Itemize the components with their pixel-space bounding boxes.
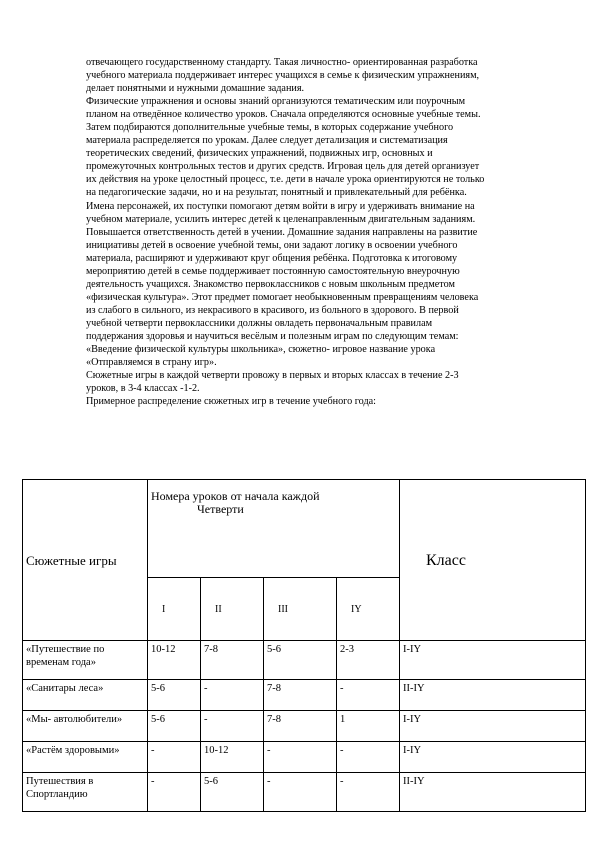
table-row	[23, 641, 586, 680]
table-row	[23, 711, 586, 742]
table-row	[23, 742, 586, 773]
story-games-table	[22, 479, 586, 812]
text-line: делает понятными и нужными домашние задания.	[86, 83, 305, 95]
quarter-1-lessons: 5-6	[148, 680, 201, 711]
class-range: II-IY	[400, 773, 586, 812]
text-line: Имена персонажей, их поступки помогают детям войти в игру и удерживать внимание на	[86, 200, 475, 212]
text-line: учебного материала поддерживает интерес учащихся в семье к физическим упражнениям,	[86, 70, 480, 82]
text-line: Затем подбираются дополнительные учебные темы, в которых содержание учебного	[86, 122, 454, 134]
quarter-2-lessons: 7-8	[201, 641, 264, 680]
quarter-2-lessons: -	[201, 711, 264, 742]
header-lesson-numbers	[148, 480, 400, 578]
text-line: деятельность учащихся. Знакомство первоклассников с новым школьным предметом	[86, 278, 455, 290]
text-line: Повышается ответственность детей в учении. Домашние задания направлены на развитие	[86, 226, 478, 238]
text-line: отвечающего государственному стандарту. Такая личностно- ориентированная разработка	[86, 57, 478, 68]
quarter-2-lessons: 10-12	[201, 742, 264, 773]
quarter-4-lessons: -	[337, 773, 400, 812]
header-lesson-numbers-line2: Четверти	[197, 502, 244, 516]
quarter-1-lessons: -	[148, 742, 201, 773]
text-line: теоретических сведений, физических упражнений, подвижных игр, основных и	[86, 148, 433, 160]
text-line: поддержания здоровья и научиться весёлым и полезным играм по следующим темам:	[86, 330, 459, 342]
quarter-3-lessons: 5-6	[264, 641, 337, 680]
text-line: на педагогические задачи, но и на результат, понятный и привлекательный для ребёнка.	[86, 187, 467, 199]
quarter-3-lessons: -	[264, 773, 337, 812]
body-text	[86, 56, 556, 408]
game-name: «Санитары леса»	[23, 680, 148, 711]
quarter-4-lessons: -	[337, 742, 400, 773]
class-range: I-IY	[400, 742, 586, 773]
text-line: материала распределяется по урокам. Далее следует детализация и систематизация	[86, 135, 448, 147]
game-name: Путешествия в Спортландию	[23, 773, 148, 812]
text-line: материала, расширяют и удерживают круг общения ребёнка. Подготовка к итоговому	[86, 252, 458, 264]
class-range: I-IY	[400, 711, 586, 742]
quarter-3-lessons: 7-8	[264, 711, 337, 742]
text-line: инициативы детей в освоение учебной темы, они задают логику в освоении учебного	[86, 239, 458, 251]
quarter-3-lessons: 7-8	[264, 680, 337, 711]
text-line: «физическая культура». Этот предмет помогает необыкновенным превращениям человека	[86, 291, 479, 303]
quarter-4-lessons: -	[337, 680, 400, 711]
quarter-1-lessons: 10-12	[148, 641, 201, 680]
header-class: Класс	[400, 480, 586, 641]
text-line: мероприятию детей в семье поддерживает постоянную самостоятельную внеурочную	[86, 265, 460, 277]
text-line: Примерное распределение сюжетных игр в течение учебного года:	[86, 396, 377, 408]
text-line: учебном материале, усилить интерес детей к целенаправленным двигательным заданиям.	[86, 213, 476, 225]
text-line: «Введение физической культуры школьника», сюжетно- игровое название урока	[86, 344, 436, 356]
header-quarter-1: I	[148, 578, 201, 641]
text-line: планом на отведённое количество уроков. Сначала определяются основные учебные темы.	[86, 109, 481, 121]
quarter-2-lessons: 5-6	[201, 773, 264, 812]
text-line: уроков, в 3-4 классах -1-2.	[86, 383, 200, 395]
header-quarter-2: II	[201, 578, 264, 641]
header-story-games: Сюжетные игры	[23, 480, 148, 641]
text-line: «Отправляемся в страну игр».	[86, 357, 217, 369]
quarter-2-lessons: -	[201, 680, 264, 711]
text-line: их действия на уроке целостный процесс, т.е. дети в начале урока ориентируются не только	[86, 174, 485, 186]
game-name: «Растём здоровыми»	[23, 742, 148, 773]
text-line: промежуточных контрольных тестов и других средств. Игровая цель для детей организует	[86, 161, 480, 173]
quarter-3-lessons: -	[264, 742, 337, 773]
quarter-1-lessons: 5-6	[148, 711, 201, 742]
quarter-4-lessons: 2-3	[337, 641, 400, 680]
class-range: I-IY	[400, 641, 586, 680]
text-line: учебной четверти первоклассники должны овладеть первоначальным правилам	[86, 317, 433, 329]
table-row	[23, 680, 586, 711]
text-line: Сюжетные игры в каждой четверти провожу в первых и вторых классах в течение 2-3	[86, 370, 459, 382]
class-range: II-IY	[400, 680, 586, 711]
quarter-1-lessons: -	[148, 773, 201, 812]
table-row	[23, 773, 586, 812]
quarter-4-lessons: 1	[337, 711, 400, 742]
text-line: Физические упражнения и основы знаний организуются тематическим или поурочным	[86, 96, 466, 108]
header-quarter-3: III	[264, 578, 337, 641]
game-name: «Путешествие по временам года»	[23, 641, 148, 680]
game-name: «Мы- автолюбители»	[23, 711, 148, 742]
text-line: из слабого в сильного, из некрасивого в красивого, из больного в здорового. В первой	[86, 304, 459, 316]
header-quarter-4: IY	[337, 578, 400, 641]
header-lesson-numbers-line1: Номера уроков от начала каждой	[151, 489, 320, 503]
